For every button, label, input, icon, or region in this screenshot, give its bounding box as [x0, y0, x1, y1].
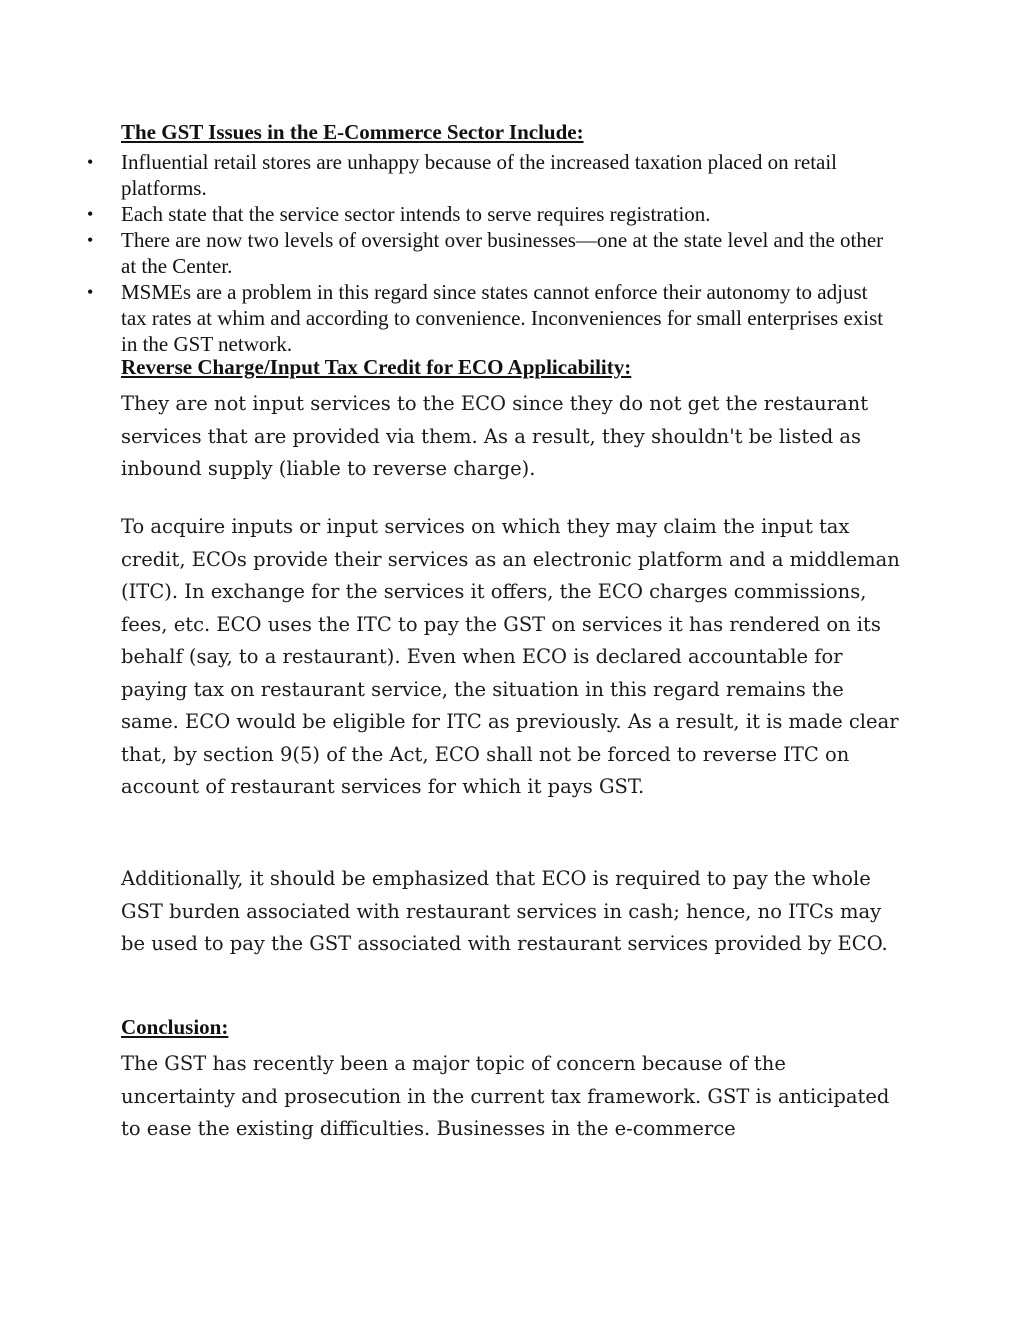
list-item: • Each state that the service sector intends to serve requires registration.: [0, 201, 891, 227]
conclusion-heading: Conclusion:: [121, 1015, 229, 1039]
issues-heading: The GST Issues in the E-Commerce Sector Include:: [121, 120, 584, 144]
reverse-charge-paragraph-2: To acquire inputs or input services on which they may claim the input tax credit, ECOs provide their services as an electronic platform and a middleman (ITC). In exchange for the services it offers, the ECO charges commissions, fees, etc. ECO uses the ITC to pay the GST on services it has rendered on its behalf (say, to a restaurant). Even when ECO is declared accountable for paying tax on restaurant service, the situation in this regard remains the same. ECO would be eligible for ITC as previously. As a result, it is made clear that, by section 9(5) of the Act, ECO shall not be forced to reverse ITC on account of restaurant services for which it pays GST.: [121, 515, 900, 798]
conclusion-paragraph: The GST has recently been a major topic of concern because of the uncertainty and prosecution in the current tax framework. GST is anticipated to ease the existing difficulties. Businesses in the e-commerce: [121, 1052, 890, 1140]
issues-list: [0, 149, 1024, 357]
reverse-charge-heading: Reverse Charge/Input Tax Credit for ECO Applicability:: [121, 355, 632, 379]
list-item: • There are now two levels of oversight over businesses—one at the state level and the other at the Center.: [0, 227, 891, 279]
reverse-charge-paragraph-1: They are not input services to the ECO since they do not get the restaurant services that are provided via them. As a result, they shouldn't be listed as inbound supply (liable to reverse charge).: [121, 392, 869, 480]
list-item: • Influential retail stores are unhappy because of the increased taxation placed on retail platforms.: [0, 149, 891, 201]
list-item: • MSMEs are a problem in this regard since states cannot enforce their autonomy to adjust tax rates at whim and according to convenience. Inconveniences for small enterprises exist in the GST network.: [0, 279, 891, 357]
reverse-charge-paragraph-3: Additionally, it should be emphasized that ECO is required to pay the whole GST burden associated with restaurant services in cash; hence, no ITCs may be used to pay the GST associated with restaurant services provided by ECO.: [121, 867, 888, 955]
